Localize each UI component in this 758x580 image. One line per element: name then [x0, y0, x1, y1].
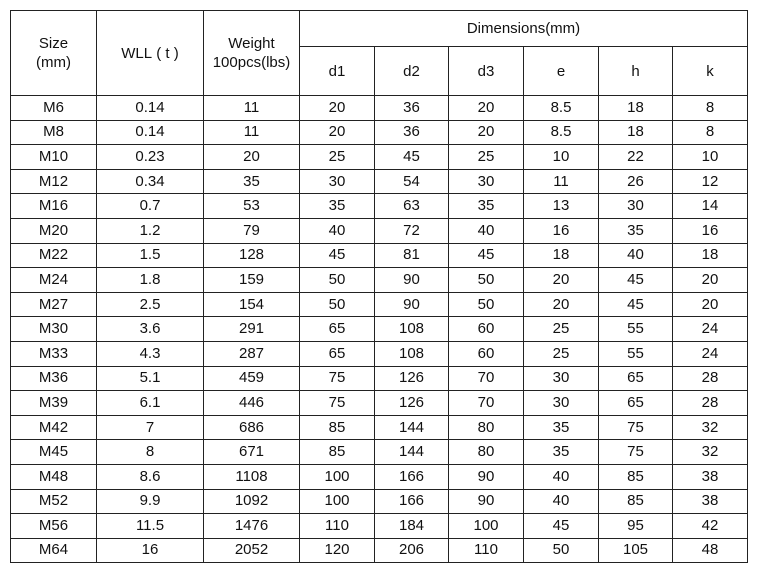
- e-cell: 13: [524, 194, 599, 219]
- size-cell: M30: [11, 317, 97, 342]
- k-cell: 8: [673, 120, 748, 145]
- h-cell: 35: [599, 218, 673, 243]
- e-cell: 50: [524, 538, 599, 563]
- k-cell: 12: [673, 169, 748, 194]
- k-cell: 8: [673, 96, 748, 121]
- d1-cell: 65: [300, 341, 375, 366]
- size-cell: M8: [11, 120, 97, 145]
- weight-cell: 446: [204, 391, 300, 416]
- d1-cell: 75: [300, 366, 375, 391]
- wll-cell: 8: [97, 440, 204, 465]
- table-row: [11, 194, 748, 219]
- weight-cell: 686: [204, 415, 300, 440]
- weight-cell: 128: [204, 243, 300, 268]
- d1-cell: 85: [300, 440, 375, 465]
- e-cell: 35: [524, 440, 599, 465]
- d1-cell: 120: [300, 538, 375, 563]
- h-cell: 65: [599, 366, 673, 391]
- k-cell: 20: [673, 292, 748, 317]
- d1-cell: 100: [300, 489, 375, 514]
- d2-cell: 36: [375, 96, 449, 121]
- wll-cell: 0.7: [97, 194, 204, 219]
- d2-cell: 144: [375, 440, 449, 465]
- h-header: h: [599, 47, 673, 96]
- e-header: e: [524, 47, 599, 96]
- d2-cell: 45: [375, 145, 449, 170]
- e-cell: 16: [524, 218, 599, 243]
- table-row: [11, 243, 748, 268]
- size-cell: M20: [11, 218, 97, 243]
- weight-cell: 11: [204, 96, 300, 121]
- k-cell: 20: [673, 268, 748, 293]
- wll-cell: 0.14: [97, 120, 204, 145]
- e-cell: 40: [524, 489, 599, 514]
- table-row: [11, 341, 748, 366]
- d3-cell: 80: [449, 440, 524, 465]
- k-cell: 48: [673, 538, 748, 563]
- size-cell: M48: [11, 464, 97, 489]
- h-cell: 18: [599, 96, 673, 121]
- d3-cell: 60: [449, 317, 524, 342]
- table-row: [11, 218, 748, 243]
- h-cell: 75: [599, 440, 673, 465]
- e-cell: 18: [524, 243, 599, 268]
- d1-cell: 85: [300, 415, 375, 440]
- wll-cell: 3.6: [97, 317, 204, 342]
- wll-cell: 0.34: [97, 169, 204, 194]
- h-cell: 26: [599, 169, 673, 194]
- wll-header: WLL ( t ): [97, 11, 204, 96]
- wll-cell: 0.23: [97, 145, 204, 170]
- table-row: [11, 391, 748, 416]
- wll-cell: 2.5: [97, 292, 204, 317]
- d2-cell: 126: [375, 391, 449, 416]
- d3-cell: 80: [449, 415, 524, 440]
- wll-cell: 1.5: [97, 243, 204, 268]
- d1-cell: 25: [300, 145, 375, 170]
- d2-cell: 90: [375, 268, 449, 293]
- h-cell: 30: [599, 194, 673, 219]
- wll-cell: 16: [97, 538, 204, 563]
- specification-table: [10, 10, 748, 563]
- h-cell: 55: [599, 341, 673, 366]
- weight-cell: 1476: [204, 514, 300, 539]
- d3-cell: 70: [449, 391, 524, 416]
- table-row: [11, 514, 748, 539]
- wll-cell: 11.5: [97, 514, 204, 539]
- table-row: [11, 464, 748, 489]
- wll-cell: 0.14: [97, 96, 204, 121]
- d2-cell: 184: [375, 514, 449, 539]
- d1-cell: 20: [300, 96, 375, 121]
- table-row: [11, 268, 748, 293]
- table-row: [11, 366, 748, 391]
- d1-cell: 110: [300, 514, 375, 539]
- weight-cell: 1108: [204, 464, 300, 489]
- table-row: [11, 538, 748, 563]
- size-cell: M6: [11, 96, 97, 121]
- table-row: [11, 415, 748, 440]
- e-cell: 30: [524, 366, 599, 391]
- table-row: [11, 440, 748, 465]
- d2-cell: 206: [375, 538, 449, 563]
- table-row: [11, 96, 748, 121]
- d2-cell: 108: [375, 317, 449, 342]
- k-cell: 38: [673, 489, 748, 514]
- size-cell: M52: [11, 489, 97, 514]
- weight-cell: 79: [204, 218, 300, 243]
- wll-cell: 5.1: [97, 366, 204, 391]
- size-cell: M39: [11, 391, 97, 416]
- d3-cell: 90: [449, 489, 524, 514]
- h-cell: 45: [599, 268, 673, 293]
- wll-cell: 4.3: [97, 341, 204, 366]
- table-row: [11, 292, 748, 317]
- d2-cell: 144: [375, 415, 449, 440]
- k-cell: 10: [673, 145, 748, 170]
- weight-header: [204, 11, 300, 96]
- d1-cell: 45: [300, 243, 375, 268]
- size-cell: M45: [11, 440, 97, 465]
- weight-cell: 20: [204, 145, 300, 170]
- weight-cell: 53: [204, 194, 300, 219]
- d3-cell: 50: [449, 292, 524, 317]
- d2-cell: 63: [375, 194, 449, 219]
- e-cell: 8.5: [524, 96, 599, 121]
- k-cell: 42: [673, 514, 748, 539]
- d2-cell: 81: [375, 243, 449, 268]
- size-cell: M10: [11, 145, 97, 170]
- d3-cell: 40: [449, 218, 524, 243]
- h-cell: 22: [599, 145, 673, 170]
- h-cell: 85: [599, 489, 673, 514]
- size-cell: M33: [11, 341, 97, 366]
- weight-header-line2: 100pcs(lbs): [212, 54, 291, 71]
- k-cell: 32: [673, 440, 748, 465]
- h-cell: 55: [599, 317, 673, 342]
- size-cell: M24: [11, 268, 97, 293]
- size-cell: M42: [11, 415, 97, 440]
- e-cell: 10: [524, 145, 599, 170]
- size-header-line2: (mm): [36, 54, 71, 71]
- table-row: [11, 489, 748, 514]
- size-cell: M36: [11, 366, 97, 391]
- weight-cell: 11: [204, 120, 300, 145]
- header-row-top: [11, 11, 748, 47]
- h-cell: 65: [599, 391, 673, 416]
- size-cell: M12: [11, 169, 97, 194]
- k-cell: 18: [673, 243, 748, 268]
- wll-cell: 1.8: [97, 268, 204, 293]
- d1-cell: 75: [300, 391, 375, 416]
- weight-cell: 671: [204, 440, 300, 465]
- d2-cell: 90: [375, 292, 449, 317]
- table-row: [11, 145, 748, 170]
- d3-cell: 25: [449, 145, 524, 170]
- k-cell: 38: [673, 464, 748, 489]
- d2-cell: 72: [375, 218, 449, 243]
- weight-cell: 291: [204, 317, 300, 342]
- table-row: [11, 169, 748, 194]
- d3-cell: 110: [449, 538, 524, 563]
- d2-header: d2: [375, 47, 449, 96]
- d3-header: d3: [449, 47, 524, 96]
- weight-cell: 159: [204, 268, 300, 293]
- d1-cell: 40: [300, 218, 375, 243]
- d2-cell: 54: [375, 169, 449, 194]
- k-cell: 24: [673, 341, 748, 366]
- weight-cell: 154: [204, 292, 300, 317]
- e-cell: 20: [524, 268, 599, 293]
- d2-cell: 108: [375, 341, 449, 366]
- h-cell: 95: [599, 514, 673, 539]
- e-cell: 35: [524, 415, 599, 440]
- d3-cell: 90: [449, 464, 524, 489]
- d3-cell: 70: [449, 366, 524, 391]
- h-cell: 45: [599, 292, 673, 317]
- table-row: [11, 317, 748, 342]
- weight-cell: 2052: [204, 538, 300, 563]
- h-cell: 75: [599, 415, 673, 440]
- table-body: [11, 96, 748, 563]
- k-cell: 28: [673, 366, 748, 391]
- e-cell: 30: [524, 391, 599, 416]
- d1-cell: 20: [300, 120, 375, 145]
- d1-cell: 65: [300, 317, 375, 342]
- e-cell: 25: [524, 317, 599, 342]
- wll-cell: 8.6: [97, 464, 204, 489]
- d2-cell: 126: [375, 366, 449, 391]
- d1-cell: 35: [300, 194, 375, 219]
- d2-cell: 166: [375, 489, 449, 514]
- d3-cell: 20: [449, 96, 524, 121]
- weight-cell: 1092: [204, 489, 300, 514]
- d1-cell: 50: [300, 268, 375, 293]
- k-cell: 32: [673, 415, 748, 440]
- wll-cell: 6.1: [97, 391, 204, 416]
- d3-cell: 100: [449, 514, 524, 539]
- size-header-line1: Size: [38, 35, 69, 52]
- h-cell: 40: [599, 243, 673, 268]
- d1-cell: 100: [300, 464, 375, 489]
- dimensions-header: Dimensions(mm): [300, 11, 748, 47]
- size-cell: M64: [11, 538, 97, 563]
- d1-header: d1: [300, 47, 375, 96]
- h-cell: 18: [599, 120, 673, 145]
- wll-cell: 7: [97, 415, 204, 440]
- k-cell: 14: [673, 194, 748, 219]
- e-cell: 40: [524, 464, 599, 489]
- d3-cell: 45: [449, 243, 524, 268]
- k-cell: 16: [673, 218, 748, 243]
- d1-cell: 50: [300, 292, 375, 317]
- size-header: [11, 11, 97, 96]
- size-cell: M16: [11, 194, 97, 219]
- weight-cell: 459: [204, 366, 300, 391]
- e-cell: 8.5: [524, 120, 599, 145]
- d2-cell: 166: [375, 464, 449, 489]
- d3-cell: 30: [449, 169, 524, 194]
- weight-cell: 35: [204, 169, 300, 194]
- wll-cell: 9.9: [97, 489, 204, 514]
- d3-cell: 60: [449, 341, 524, 366]
- e-cell: 45: [524, 514, 599, 539]
- e-cell: 20: [524, 292, 599, 317]
- e-cell: 25: [524, 341, 599, 366]
- e-cell: 11: [524, 169, 599, 194]
- d3-cell: 50: [449, 268, 524, 293]
- k-cell: 24: [673, 317, 748, 342]
- d3-cell: 35: [449, 194, 524, 219]
- h-cell: 85: [599, 464, 673, 489]
- h-cell: 105: [599, 538, 673, 563]
- size-cell: M56: [11, 514, 97, 539]
- k-cell: 28: [673, 391, 748, 416]
- weight-cell: 287: [204, 341, 300, 366]
- size-cell: M27: [11, 292, 97, 317]
- table-row: [11, 120, 748, 145]
- d3-cell: 20: [449, 120, 524, 145]
- size-cell: M22: [11, 243, 97, 268]
- k-header: k: [673, 47, 748, 96]
- weight-header-line1: Weight: [228, 35, 275, 52]
- wll-cell: 1.2: [97, 218, 204, 243]
- d2-cell: 36: [375, 120, 449, 145]
- d1-cell: 30: [300, 169, 375, 194]
